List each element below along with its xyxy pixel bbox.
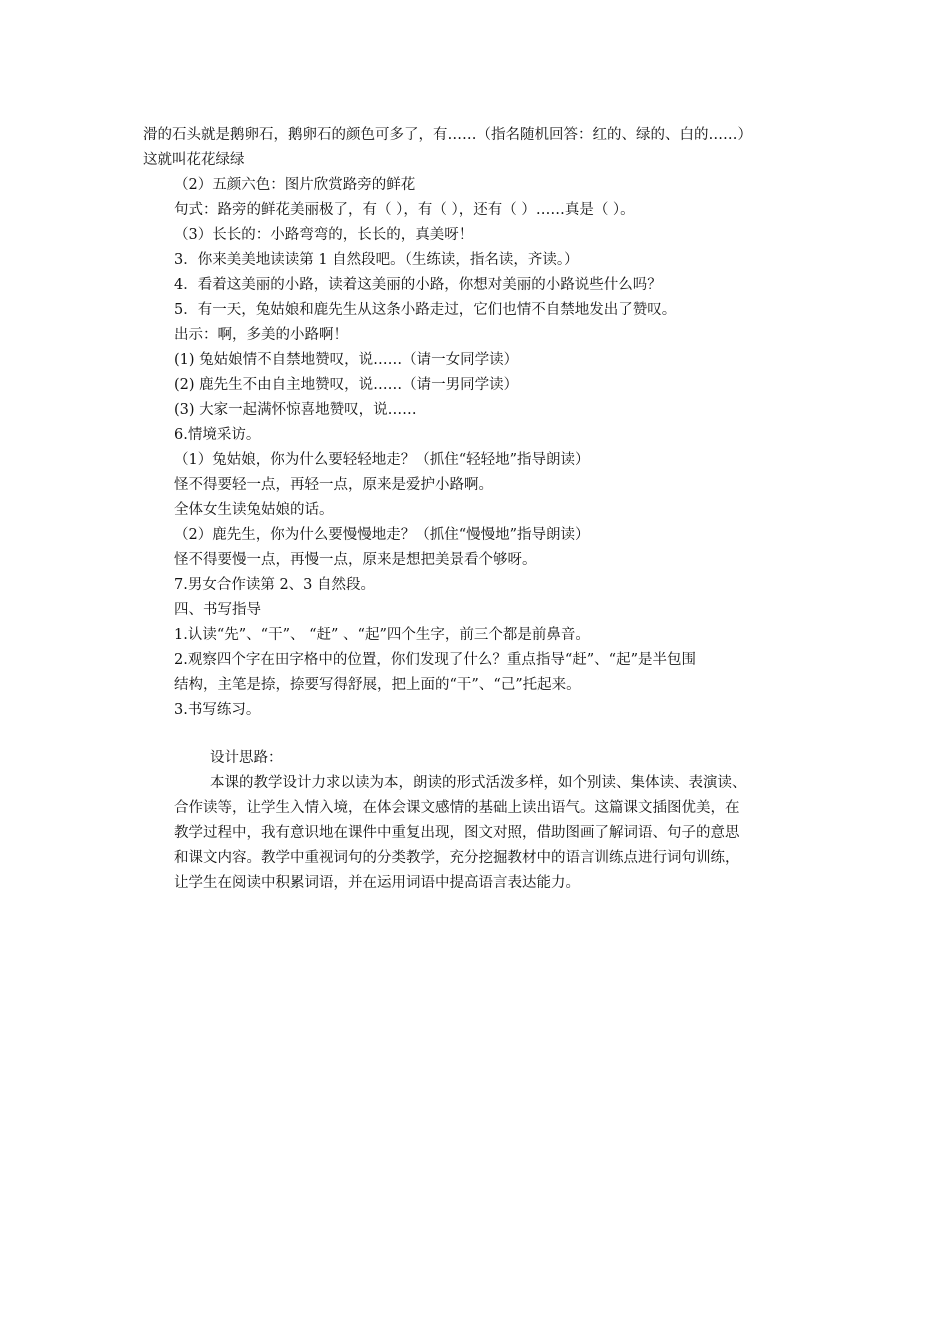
text-line: 3．你来美美地读读第 1 自然段吧。（生练读，指名读，齐读。）: [174, 252, 579, 268]
text-line: 7.男女合作读第 2、3 自然段。: [174, 577, 376, 593]
text-line: 滑的石头就是鹅卵石，鹅卵石的颜色可多了，有……（指名随机回答：红的、绿的、白的……）: [143, 127, 752, 143]
text-line: 3.书写练习。: [174, 702, 261, 718]
paragraph-line: 合作读等，让学生入情入境，在体会课文感情的基础上读出语气。这篇课文插图优美，在: [174, 800, 740, 816]
text-line: 全体女生读兔姑娘的话。: [174, 502, 334, 518]
text-line: (2) 鹿先生不由自主地赞叹，说……（请一男同学读）: [174, 377, 519, 393]
text-line: 结构，主笔是捺，捺要写得舒展，把上面的“干”、“己”托起来。: [174, 677, 581, 693]
paragraph-line: 让学生在阅读中积累词语，并在运用词语中提高语言表达能力。: [174, 875, 580, 891]
text-line: 4．看着这美丽的小路，读着这美丽的小路，你想对美丽的小路说些什么吗？: [174, 277, 662, 293]
text-line: (3) 大家一起满怀惊喜地赞叹，说……: [174, 402, 417, 418]
text-line: 怪不得要慢一点，再慢一点，原来是想把美景看个够呀。: [174, 552, 537, 568]
paragraph-line: 本课的教学设计力求以读为本，朗读的形式活泼多样，如个别读、集体读、表演读、: [210, 775, 747, 791]
text-line: （1）兔姑娘，你为什么要轻轻地走？（抓住“轻轻地”指导朗读）: [174, 452, 590, 468]
text-line: (1) 兔姑娘情不自禁地赞叹，说……（请一女同学读）: [174, 352, 519, 368]
paragraph-line: 教学过程中，我有意识地在课件中重复出现，图文对照，借助图画了解词语、句子的意思: [174, 825, 740, 841]
text-line: 这就叫花花绿绿: [143, 152, 245, 168]
paragraph-line: 和课文内容。教学中重视词句的分类教学，充分挖掘教材中的语言训练点进行词句训练，: [174, 850, 740, 866]
text-line: 怪不得要轻一点，再轻一点，原来是爱护小路啊。: [174, 477, 493, 493]
section-heading: 四、书写指导: [174, 602, 261, 618]
text-line: 5．有一天，兔姑娘和鹿先生从这条小路走过，它们也情不自禁地发出了赞叹。: [174, 302, 677, 318]
text-line: 2.观察四个字在田字格中的位置，你们发现了什么？重点指导“赶”、“起”是半包围: [174, 652, 696, 668]
design-idea-heading: 设计思路：: [210, 750, 283, 766]
text-line: 1.认读“先”、“干”、 “赶” 、“起”四个生字，前三个都是前鼻音。: [174, 627, 590, 643]
text-line: （3）长长的：小路弯弯的，长长的，真美呀！: [174, 227, 474, 243]
text-line: 出示：啊，多美的小路啊！: [174, 327, 348, 343]
text-line: （2）五颜六色：图片欣赏路旁的鲜花: [174, 177, 416, 193]
text-line: 6.情境采访。: [174, 427, 261, 443]
text-line: 句式：路旁的鲜花美丽极了，有（ ），有（ ），还有（ ）……真是（ ）。: [174, 202, 635, 218]
text-line: （2）鹿先生，你为什么要慢慢地走？（抓住“慢慢地”指导朗读）: [174, 527, 590, 543]
